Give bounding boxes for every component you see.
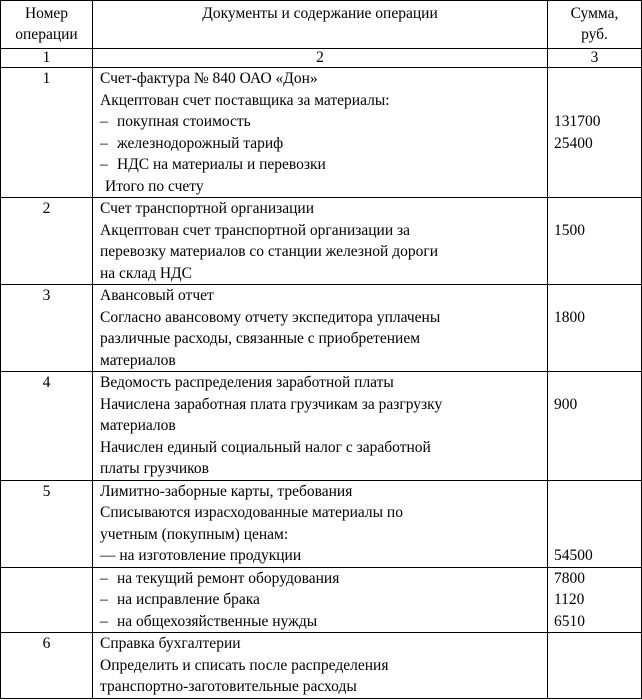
- operation-content: [93, 198, 548, 285]
- operation-content: [93, 633, 548, 699]
- amount-value: 25400: [554, 134, 593, 152]
- content-text: различные расходы, связанные с приобретением: [100, 330, 421, 347]
- content-text: Согласно авансовому отчету экспедитора уплачены: [100, 308, 441, 326]
- content-line: [100, 655, 543, 677]
- amount-value: [554, 68, 641, 90]
- table-row: [1, 567, 642, 633]
- amount-value: [554, 676, 641, 698]
- amount-value: [554, 415, 641, 437]
- amount-value: [554, 328, 641, 350]
- amount-value: [554, 90, 641, 112]
- content-text: Начислен единый социальный налог с заработной: [100, 438, 431, 456]
- content-text: покупная стоимость: [117, 113, 251, 130]
- list-dash: –: [100, 113, 108, 130]
- content-text: материалов: [100, 351, 176, 369]
- amount-value: 1800: [554, 308, 585, 326]
- operation-amount: [548, 198, 642, 285]
- amount-value: 900: [554, 395, 578, 413]
- operation-number: 3: [1, 285, 93, 372]
- content-line: [100, 568, 543, 590]
- amount-value: [554, 198, 641, 220]
- column-number: 1: [1, 49, 93, 68]
- amount-value: [554, 458, 641, 480]
- operations-body: [1, 68, 642, 699]
- list-dash: –: [100, 612, 108, 630]
- amount-value: 7800: [554, 569, 585, 587]
- content-line: [100, 589, 543, 611]
- column-numbers-row: [1, 49, 642, 68]
- table-row: [1, 480, 642, 567]
- content-line: [100, 372, 543, 394]
- list-dash: –: [100, 569, 108, 587]
- content-text: на общехозяйственные нужды: [117, 612, 318, 630]
- amount-value: [554, 263, 641, 285]
- content-line: [100, 415, 543, 437]
- content-text: Начислена заработная плата грузчикам за разгрузку: [100, 395, 443, 413]
- column-number: 2: [93, 49, 548, 68]
- content-line: [100, 350, 543, 372]
- content-text: Счет-фактура № 840 ОАО «Дон»: [100, 70, 318, 87]
- table-row: [1, 198, 642, 285]
- operation-number: 6: [1, 633, 93, 699]
- amount-value: [554, 372, 641, 394]
- amount-value: [554, 655, 641, 677]
- content-line: [100, 285, 543, 307]
- operation-number: 1: [1, 68, 93, 198]
- content-line: [100, 394, 543, 416]
- operation-content: [93, 285, 548, 372]
- content-line: [100, 90, 543, 112]
- amount-value: 1120: [554, 591, 585, 608]
- content-line: [100, 502, 543, 524]
- operation-content: [93, 68, 548, 198]
- content-text: НДС на материалы и перевозки: [117, 156, 326, 173]
- operation-content: [93, 372, 548, 481]
- amount-value: 1500: [554, 221, 585, 239]
- operation-number: 5: [1, 480, 93, 567]
- amount-value: 54500: [554, 547, 593, 564]
- content-text: материалов: [100, 417, 176, 434]
- table-row: [1, 68, 642, 198]
- header-row: [1, 1, 642, 49]
- list-dash: –: [100, 591, 108, 608]
- operation-amount: [548, 372, 642, 481]
- amount-value: [554, 437, 641, 459]
- operation-content: [93, 567, 548, 633]
- operation-content: [93, 480, 548, 567]
- content-text: на исправление брака: [117, 591, 260, 608]
- header-amount: [548, 1, 642, 49]
- content-line: [100, 676, 543, 698]
- list-dash: –: [100, 156, 108, 173]
- amount-value: [554, 481, 641, 503]
- amount-value: [554, 502, 641, 524]
- content-line: [100, 328, 543, 350]
- content-line: [100, 68, 543, 90]
- content-text: Определить и списать после распределения: [100, 656, 389, 674]
- operation-amount: [548, 480, 642, 567]
- content-line: [100, 154, 543, 176]
- content-text: Счет транспортной организации: [100, 200, 315, 217]
- table-row: [1, 633, 642, 699]
- amount-value: [554, 524, 641, 546]
- header-documents: [93, 1, 548, 49]
- content-line: [100, 437, 543, 459]
- content-line: [100, 611, 543, 633]
- amount-value: [554, 154, 641, 176]
- amount-value: 6510: [554, 612, 585, 630]
- header-amount-line: Сумма,: [570, 5, 619, 22]
- content-line: [100, 220, 543, 242]
- content-text: Итого по счету: [105, 177, 204, 195]
- content-line: [100, 633, 543, 655]
- table-row: [1, 372, 642, 481]
- header-operation-number-line: операции: [15, 26, 78, 43]
- operation-amount: [548, 567, 642, 633]
- amount-value: [554, 350, 641, 372]
- operation-number: [1, 567, 93, 633]
- content-line: [100, 111, 543, 133]
- operation-amount: [548, 633, 642, 699]
- operation-amount: [548, 285, 642, 372]
- content-line: [100, 307, 543, 329]
- content-text: платы грузчиков: [100, 460, 209, 477]
- content-text: Авансовый отчет: [100, 287, 214, 304]
- header-amount-line: руб.: [581, 26, 608, 43]
- content-line: [100, 241, 543, 263]
- content-text: железнодорожный тариф: [117, 134, 284, 152]
- operation-number: 2: [1, 198, 93, 285]
- column-number: 3: [548, 49, 642, 68]
- header-operation-number-line: Номер: [24, 5, 69, 22]
- content-line: [100, 133, 543, 155]
- amount-value: [554, 176, 641, 198]
- amount-value: [554, 285, 641, 307]
- operation-number: 4: [1, 372, 93, 481]
- header-documents-label: Документы и содержание операции: [202, 5, 438, 22]
- content-text: транспортно-заготовительные расходы: [100, 678, 357, 695]
- operation-amount: [548, 68, 642, 198]
- content-text: перевозку материалов со станции железной дороги: [100, 243, 438, 260]
- content-text: Акцептован счет транспортной организации за: [100, 221, 411, 239]
- content-line: [100, 545, 543, 567]
- content-text: на склад НДС: [100, 264, 192, 282]
- amount-value: [554, 241, 641, 263]
- content-text: учетным (покупным) ценам:: [100, 525, 289, 543]
- table-row: [1, 285, 642, 372]
- content-line: [100, 458, 543, 480]
- content-line: [100, 524, 543, 546]
- content-text: — на изготовление продукции: [100, 547, 302, 564]
- content-line: [100, 263, 543, 285]
- content-text: Ведомость распределения заработной платы: [100, 374, 394, 391]
- content-text: Акцептован счет поставщика за материалы:: [100, 91, 390, 109]
- header-operation-number: [1, 1, 93, 49]
- amount-value: 131700: [554, 113, 601, 130]
- amount-value: [554, 633, 641, 655]
- content-text: Списываются израсходованные материалы по: [100, 504, 403, 521]
- content-text: Справка бухгалтерии: [100, 635, 241, 652]
- list-dash: –: [100, 134, 108, 152]
- content-line: [100, 176, 543, 198]
- content-text: Лимитно-заборные карты, требования: [100, 482, 353, 500]
- content-line: [100, 481, 543, 503]
- content-line: [100, 198, 543, 220]
- content-text: на текущий ремонт оборудования: [117, 569, 340, 587]
